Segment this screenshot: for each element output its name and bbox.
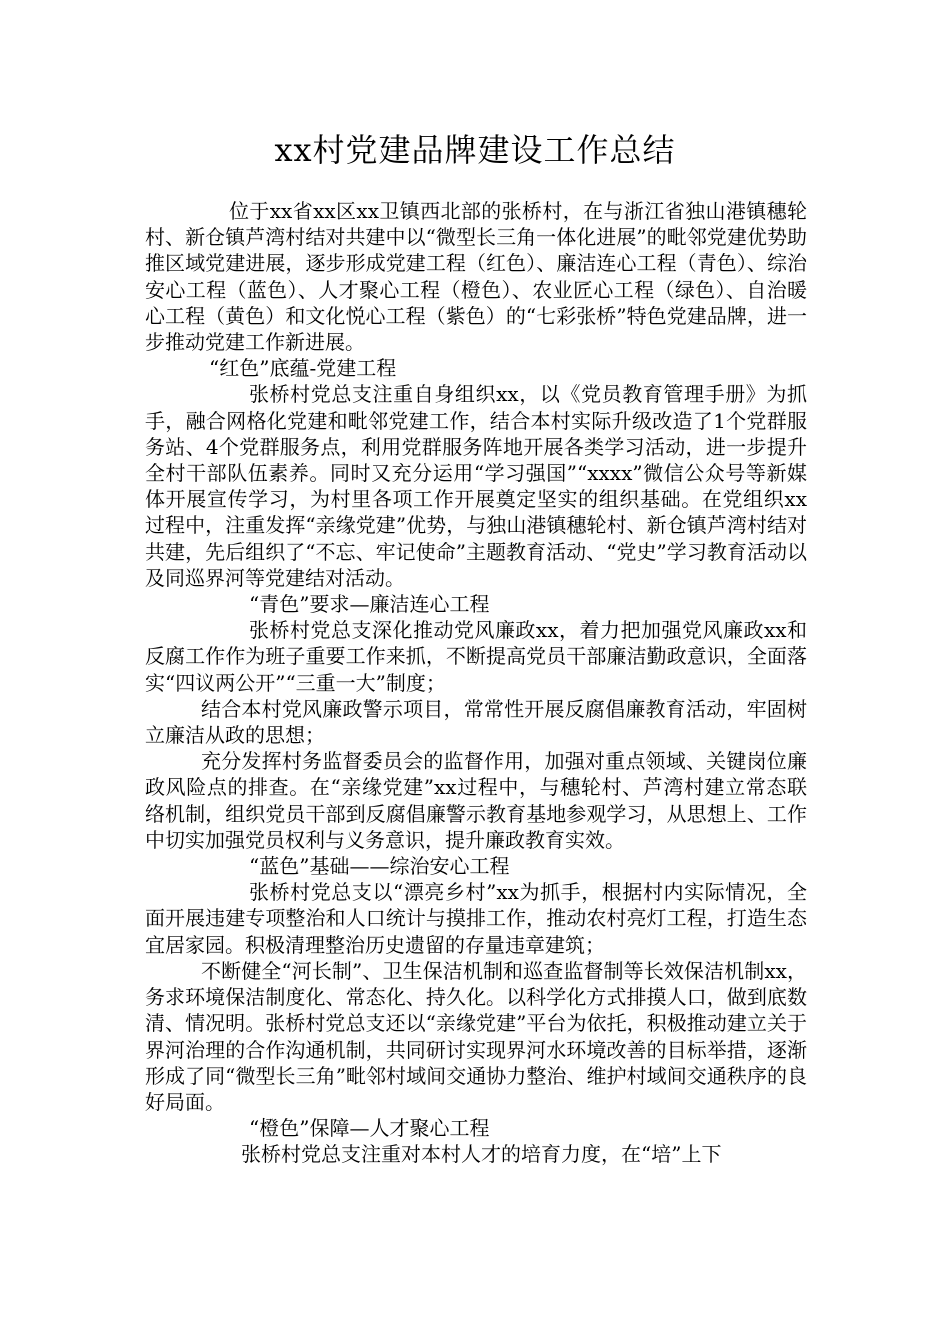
intro-paragraph: 位于xx省xx区xx卫镇西北部的张桥村，在与浙江省独山港镇穗轮村、新仓镇芦湾村结对共建中以“微型长三角一体化进展”的毗邻党建优势助推区域党建进展，逐步形成党建工程（红色）、廉洁连心工程（青色）、综治安心工程（蓝色）、人才聚心工程（橙色）、农业匠心工程（绿色）、自治暖心工程（黄色）和文化悦心工程（紫色）的“七彩张桥”特色党建品牌，进一步推动党建工作新进展。	[145, 199, 807, 355]
section-red-paragraph: 张桥村党总支注重自身组织xx，以《党员教育管理手册》为抓手，融合网格化党建和毗邻党建工作，结合本村实际升级改造了1个党群服务站、4个党群服务点，利用党群服务阵地开展各类学习活动，进一步提升全村干部队伍素养。同时又充分运用“学习强国”“xxxx”微信公众号等新媒体开展宣传学习，为村里各项工作开展奠定坚实的组织基础。在党组织xx过程中，注重发挥“亲缘党建”优势，与独山港镇穗轮村、新仓镇芦湾村结对共建，先后组织了“不忘、牢记使命”主题教育活动、“党史”学习教育活动以及同巡界河等党建结对活动。	[145, 382, 807, 590]
section-blue-paragraph-1: 张桥村党总支以“漂亮乡村”xx为抓手，根据村内实际情况，全面开展违建专项整治和人口统计与摸排工作，推动农村亮灯工程，打造生态宜居家园。积极清理整治历史遗留的存量违章建筑；	[145, 880, 807, 957]
section-heading-blue: “蓝色”基础——综治安心工程	[249, 854, 510, 879]
section-heading-cyan: “青色”要求—廉洁连心工程	[249, 592, 490, 617]
section-heading-orange: “橙色”保障—人才聚心工程	[249, 1116, 490, 1141]
section-orange-paragraph: 张桥村党总支注重对本村人才的培育力度，在“培”上下	[241, 1142, 722, 1167]
section-cyan-paragraph-1: 张桥村党总支深化推动党风廉政xx，着力把加强党风廉政xx和反腐工作作为班子重要工作来抓，不断提高党员干部廉洁勤政意识，全面落实“四议两公开”“三重一大”制度；	[145, 618, 807, 695]
section-blue-paragraph-2: 不断健全“河长制”、卫生保洁机制和巡查监督制等长效保洁机制xx，务求环境保洁制度化、常态化、持久化。以科学化方式排摸人口，做到底数清、情况明。张桥村党总支还以“亲缘党建”平台为依托，积极推动建立关于界河治理的合作沟通机制，共同研讨实现界河水环境改善的目标举措，逐渐形成了同“微型长三角”毗邻村域间交通协力整治、维护村域间交通秩序的良好局面。	[145, 958, 807, 1114]
section-heading-red: “红色”底蕴-党建工程	[209, 356, 397, 381]
section-cyan-paragraph-3: 充分发挥村务监督委员会的监督作用，加强对重点领域、关键岗位廉政风险点的排查。在“亲缘党建”xx过程中，与穗轮村、芦湾村建立常态联络机制，组织党员干部到反腐倡廉警示教育基地参观学习，从思想上、工作中切实加强党员权利与义务意识，提升廉政教育实效。	[145, 749, 807, 852]
document-body	[145, 198, 807, 1168]
page-title: xx村党建品牌建设工作总结	[274, 131, 676, 169]
section-cyan-paragraph-2: 结合本村党风廉政警示项目，常常性开展反腐倡廉教育活动，牢固树立廉洁从政的思想；	[145, 696, 807, 748]
